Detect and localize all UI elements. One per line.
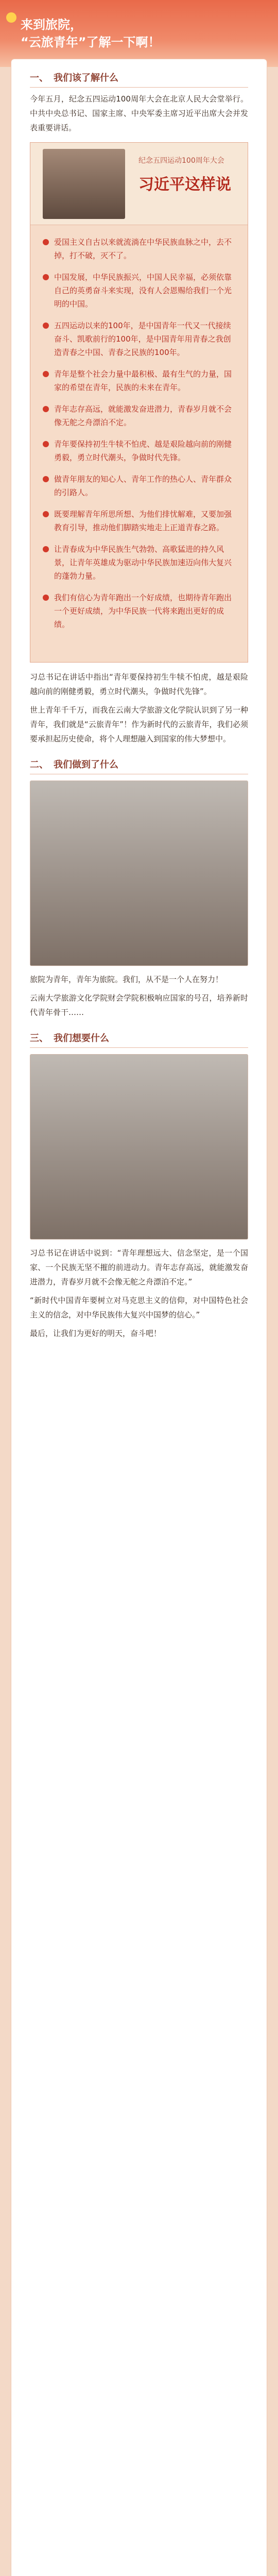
poster-bullet: 让青春成为中华民族生气勃勃、高歌猛进的持久风景，让青年英雄成为驱动中华民族加速迈向伟大复兴的蓬勃力量。 [43, 543, 235, 583]
header-banner [0, 0, 278, 67]
poster-subtitle: 纪念五四运动100周年大会 [138, 157, 224, 165]
poster-bullet: 我们有信心为青年跑出一个好成绩，也期待青年跑出一个更好成绩，为中华民族一代将来跑出更好的成绩。 [43, 591, 235, 631]
bullet-dot-icon [43, 441, 49, 447]
bullet-dot-icon [43, 595, 49, 601]
section-1-after-1: 世上青年千千万，而我在云南大学旅游文化学院认识到了另一种青年，我们就是“云旅青年”！作为新时代的云旅青年，我们必须要承担起历史使命，将个人理想融入到国家的伟大梦想中。 [30, 705, 248, 743]
bullet-dot-icon [43, 406, 49, 412]
section-3-paragraph-1: “新时代中国青年要树立对马克思主义的信仰，对中国特色社会主义的信念，对中华民族伟大复兴中国梦的信心。” [30, 1296, 248, 1319]
banner-title-line1: 来到旅院， [21, 18, 82, 32]
divider [30, 87, 248, 88]
bullet-dot-icon [43, 323, 49, 329]
section-2-index: 二、 [30, 759, 48, 770]
bullet-dot-icon [43, 476, 49, 482]
poster-bullet: 青年是整个社会力量中最积极、最有生气的力量，国家的希望在青年，民族的未来在青年。 [43, 367, 235, 394]
section-3-paragraph-0: 习总书记在讲话中说到：“青年理想远大、信念坚定，是一个国家、一个民族无坚不摧的前进动力。青年志存高远，就能激发奋进潜力，青春岁月就不会像无舵之舟漂泊不定。” [30, 1248, 248, 1286]
bullet-dot-icon [43, 511, 49, 517]
section-2-title [30, 757, 248, 771]
section-3-title [30, 1031, 248, 1044]
poster-bullet: 中国发展，中华民族振兴，中国人民幸福，必须依靠自己的英勇奋斗来实现，没有人会恩赐给我们一个光明的中国。 [43, 270, 235, 311]
poster-bullet: 既要理解青年所思所想、为他们排忧解难，又要加强教育引导，推动他们脚踏实地走上正道青春之路。 [43, 507, 235, 534]
content-card [11, 59, 267, 2576]
poster-header [30, 143, 248, 225]
section-1-index: 一、 [30, 73, 48, 83]
poster-bullet: 做青年朋友的知心人、青年工作的热心人、青年群众的引路人。 [43, 472, 235, 499]
section-3-paragraph-2: 最后，让我们为更好的明天，奋斗吧！ [30, 1329, 162, 1338]
poster-bullet: 五四运动以来的100年，是中国青年一代又一代接续奋斗、凯歌前行的100年，是中国青年用青春之我创造青春之中国、青春之民族的100年。 [43, 319, 235, 359]
section-2-paragraph-0: 旅院为青年，青年为旅院。我们，从不是一个人在努力！ [30, 975, 223, 984]
bullet-dot-icon [43, 546, 49, 552]
section-2-paragraph-1: 云南大学旅游文化学院财会学院积极响应国家的号召，培养新时代青年骨干…… [30, 993, 248, 1017]
section-1-title [30, 71, 248, 84]
portrait-image [43, 149, 125, 219]
bullet-dot-icon [43, 239, 49, 245]
photo-overlay [30, 781, 248, 965]
logo-icon [6, 12, 16, 23]
poster-bullet: 爱国主义自古以来就流淌在中华民族血脉之中，去不掉，打不破，灭不了。 [43, 235, 235, 262]
photo-overlay [30, 1055, 248, 1239]
photo-meeting [30, 781, 248, 966]
poster-bullet: 青年志存高远，就能激发奋进潜力，青春岁月就不会像无舵之舟漂泊不定。 [43, 402, 235, 429]
bullet-dot-icon [43, 274, 49, 280]
section-1-heading: 我们该了解什么 [54, 73, 118, 83]
poster-heading: 习近平这样说 [138, 176, 231, 194]
section-1-after-0: 习总书记在讲话中指出“青年要保持初生牛犊不怕虎，越是艰险越向前的刚健勇毅，勇立时代潮头，争做时代先锋”。 [30, 672, 248, 696]
bullet-dot-icon [43, 371, 49, 377]
poster-bullet: 青年要保持初生牛犊不怕虎、越是艰险越向前的刚健勇毅，勇立时代潮头，争做时代先锋。 [43, 437, 235, 464]
section-3-heading: 我们想要什么 [54, 1033, 109, 1044]
photo-classroom [30, 1054, 248, 1240]
banner-title-line2: “云旅青年”了解一下啊！ [21, 35, 161, 49]
section-2-heading: 我们做到了什么 [54, 759, 118, 770]
poster [30, 142, 248, 663]
section-1-paragraph-0: 今年五月，纪念五四运动100周年大会在北京人民大会堂举行。中共中央总书记、国家主席、中央军委主席习近平出席大会并发表重要讲话。 [30, 94, 248, 132]
poster-bullets [30, 225, 248, 631]
divider [30, 1047, 248, 1048]
section-3-index: 三、 [30, 1033, 48, 1044]
